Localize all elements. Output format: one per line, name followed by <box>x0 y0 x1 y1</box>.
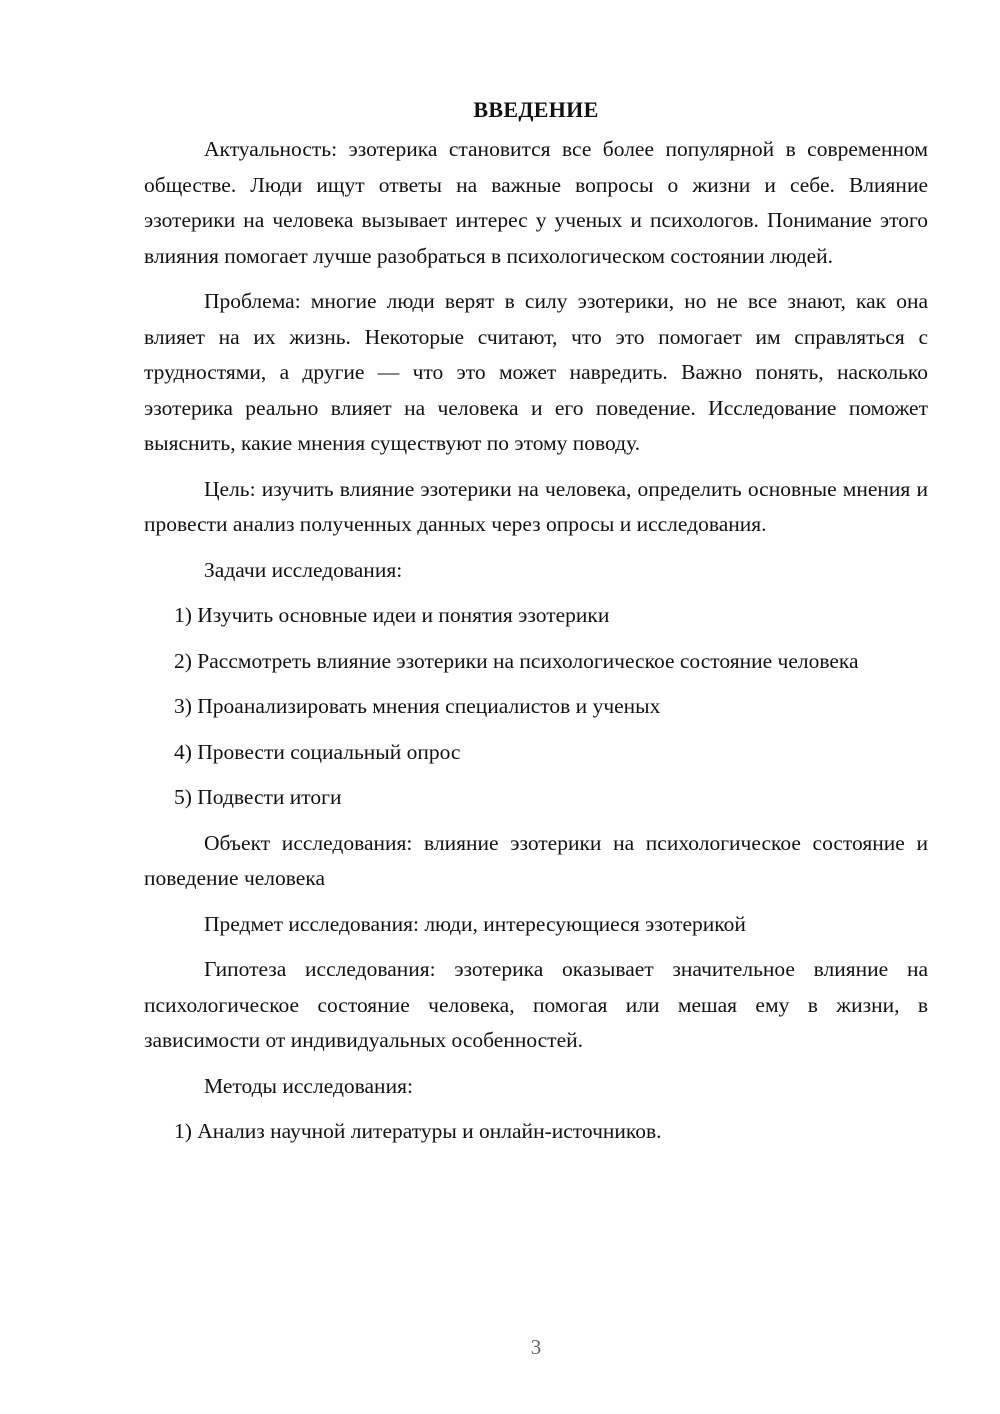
task-item: 4) Провести социальный опрос <box>174 739 461 764</box>
task-item: 3) Проанализировать мнения специалистов и ученых <box>174 694 661 718</box>
problem-paragraph: Проблема: многие люди верят в силу эзотерики, но не все знают, как она влияет на их жизнь. Некоторые считают, что это помогает им справляться с трудностями, а другие — что это может навредить. Важно понять, насколько эзотерика реально влияет на человека и его поведение. Исследование поможет выяснить, какие мнения существуют по этому поводу. <box>144 289 928 455</box>
method-item: 1) Анализ научной литературы и онлайн-источников. <box>174 1119 662 1143</box>
task-item: 5) Подвести итоги <box>174 785 342 809</box>
methods-heading: Методы исследования: <box>204 1073 413 1098</box>
tasks-heading: Задачи исследования: <box>204 557 403 582</box>
object-paragraph: Объект исследования: влияние эзотерики на психологическое состояние и поведение человека <box>144 830 928 890</box>
task-item: 1) Изучить основные идеи и понятия эзотерики <box>174 603 610 627</box>
relevance-paragraph: Актуальность: эзотерика становится все более популярной в современном обществе. Люди ищут ответы на важные вопросы о жизни и себе. Влияние эзотерики на человека вызывает интерес у ученых и психологов. Понимание этого влияния помогает лучше разобраться в психологическом состоянии людей. <box>144 137 928 268</box>
document-page <box>144 92 928 1160</box>
page-number: 3 <box>530 1335 542 1359</box>
subject-paragraph: Предмет исследования: люди, интересующиеся эзотерикой <box>204 911 746 936</box>
task-item: 2) Рассмотреть влияние эзотерики на психологическое состояние человека <box>174 648 859 673</box>
page-title: ВВЕДЕНИЕ <box>473 97 599 122</box>
hypothesis-paragraph: Гипотеза исследования: эзотерика оказывает значительное влияние на психологическое состояние человека, помогая или мешая ему в жизни, в зависимости от индивидуальных особенностей. <box>144 957 928 1052</box>
goal-paragraph: Цель: изучить влияние эзотерики на человека, определить основные мнения и провести анализ полученных данных через опросы и исследования. <box>144 476 928 536</box>
